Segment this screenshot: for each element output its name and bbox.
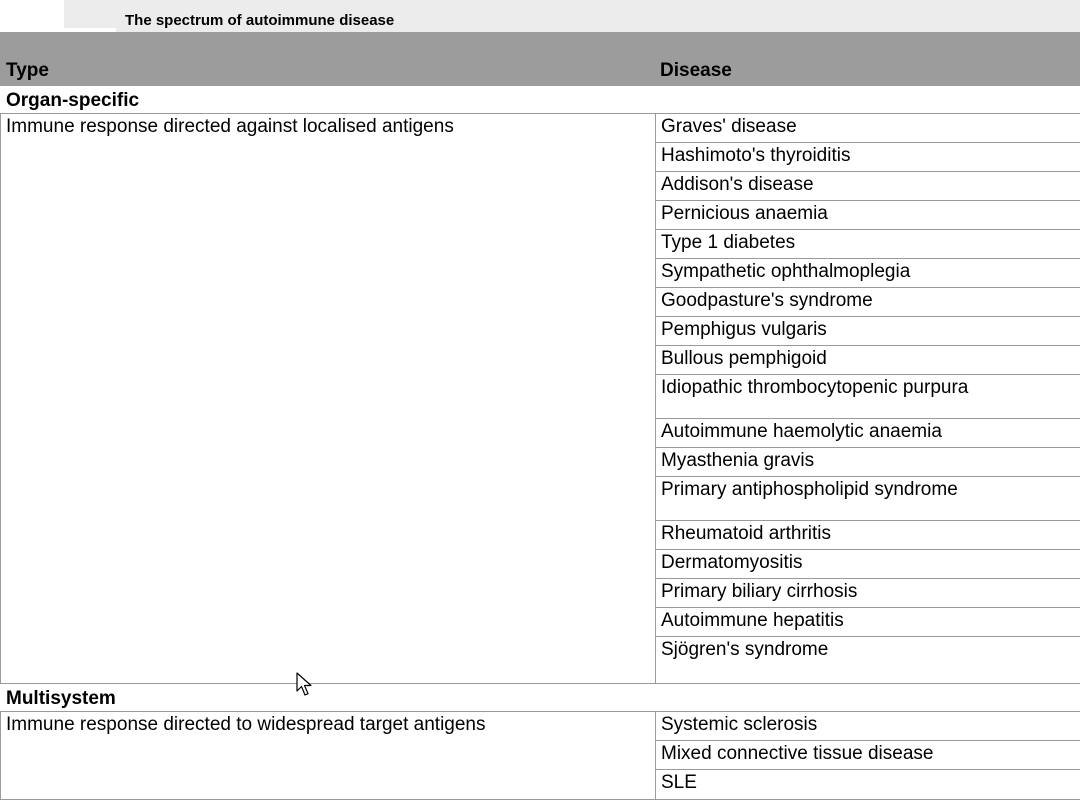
section-header-organ-specific [0,86,1080,114]
disease-cell: Myasthenia gravis [656,448,1080,477]
section-header-multisystem [0,684,1080,712]
disease-cell: Hashimoto's thyroiditis [656,143,1080,172]
organ-specific-group [0,114,1080,684]
disease-cell: Pernicious anaemia [656,201,1080,230]
section-label: Organ-specific [6,90,140,111]
table-header [0,32,1080,86]
column-header-disease: Disease [660,60,732,81]
disease-cell: Autoimmune hepatitis [656,608,1080,637]
disease-cell: Bullous pemphigoid [656,346,1080,375]
disease-cell: Mixed connective tissue disease [656,741,1080,770]
type-description-cell: Immune response directed against localised antigens [1,114,656,683]
column-header-type: Type [6,60,49,81]
disease-cell: SLE [661,772,697,793]
section-label: Multisystem [6,688,116,709]
disease-cell: Dermatomyositis [656,550,1080,579]
disease-cell: Sjögren's syndrome [661,639,829,660]
disease-cell: Systemic sclerosis [656,712,1080,741]
disease-cell: Pemphigus vulgaris [656,317,1080,346]
disease-list [656,114,1080,666]
disease-cell: Addison's disease [656,172,1080,201]
disease-cell: Goodpasture's syndrome [656,288,1080,317]
disease-cell: Sympathetic ophthalmoplegia [656,259,1080,288]
type-description-cell: Immune response directed to widespread target antigens [1,712,656,799]
disease-cell: Type 1 diabetes [656,230,1080,259]
disease-cell: Graves' disease [656,114,1080,143]
multisystem-group [0,712,1080,800]
mouse-pointer-icon [296,672,316,698]
disease-list [656,712,1080,799]
disease-cell: Primary antiphospholipid syndrome [656,477,1080,521]
disease-cell: Idiopathic thrombocytopenic purpura [656,375,1080,419]
disease-cell: Autoimmune haemolytic anaemia [656,419,1080,448]
disease-cell: Primary biliary cirrhosis [656,579,1080,608]
disease-cell: Rheumatoid arthritis [656,521,1080,550]
document-title: The spectrum of autoimmune disease [125,12,395,29]
title-bar [0,0,1080,32]
